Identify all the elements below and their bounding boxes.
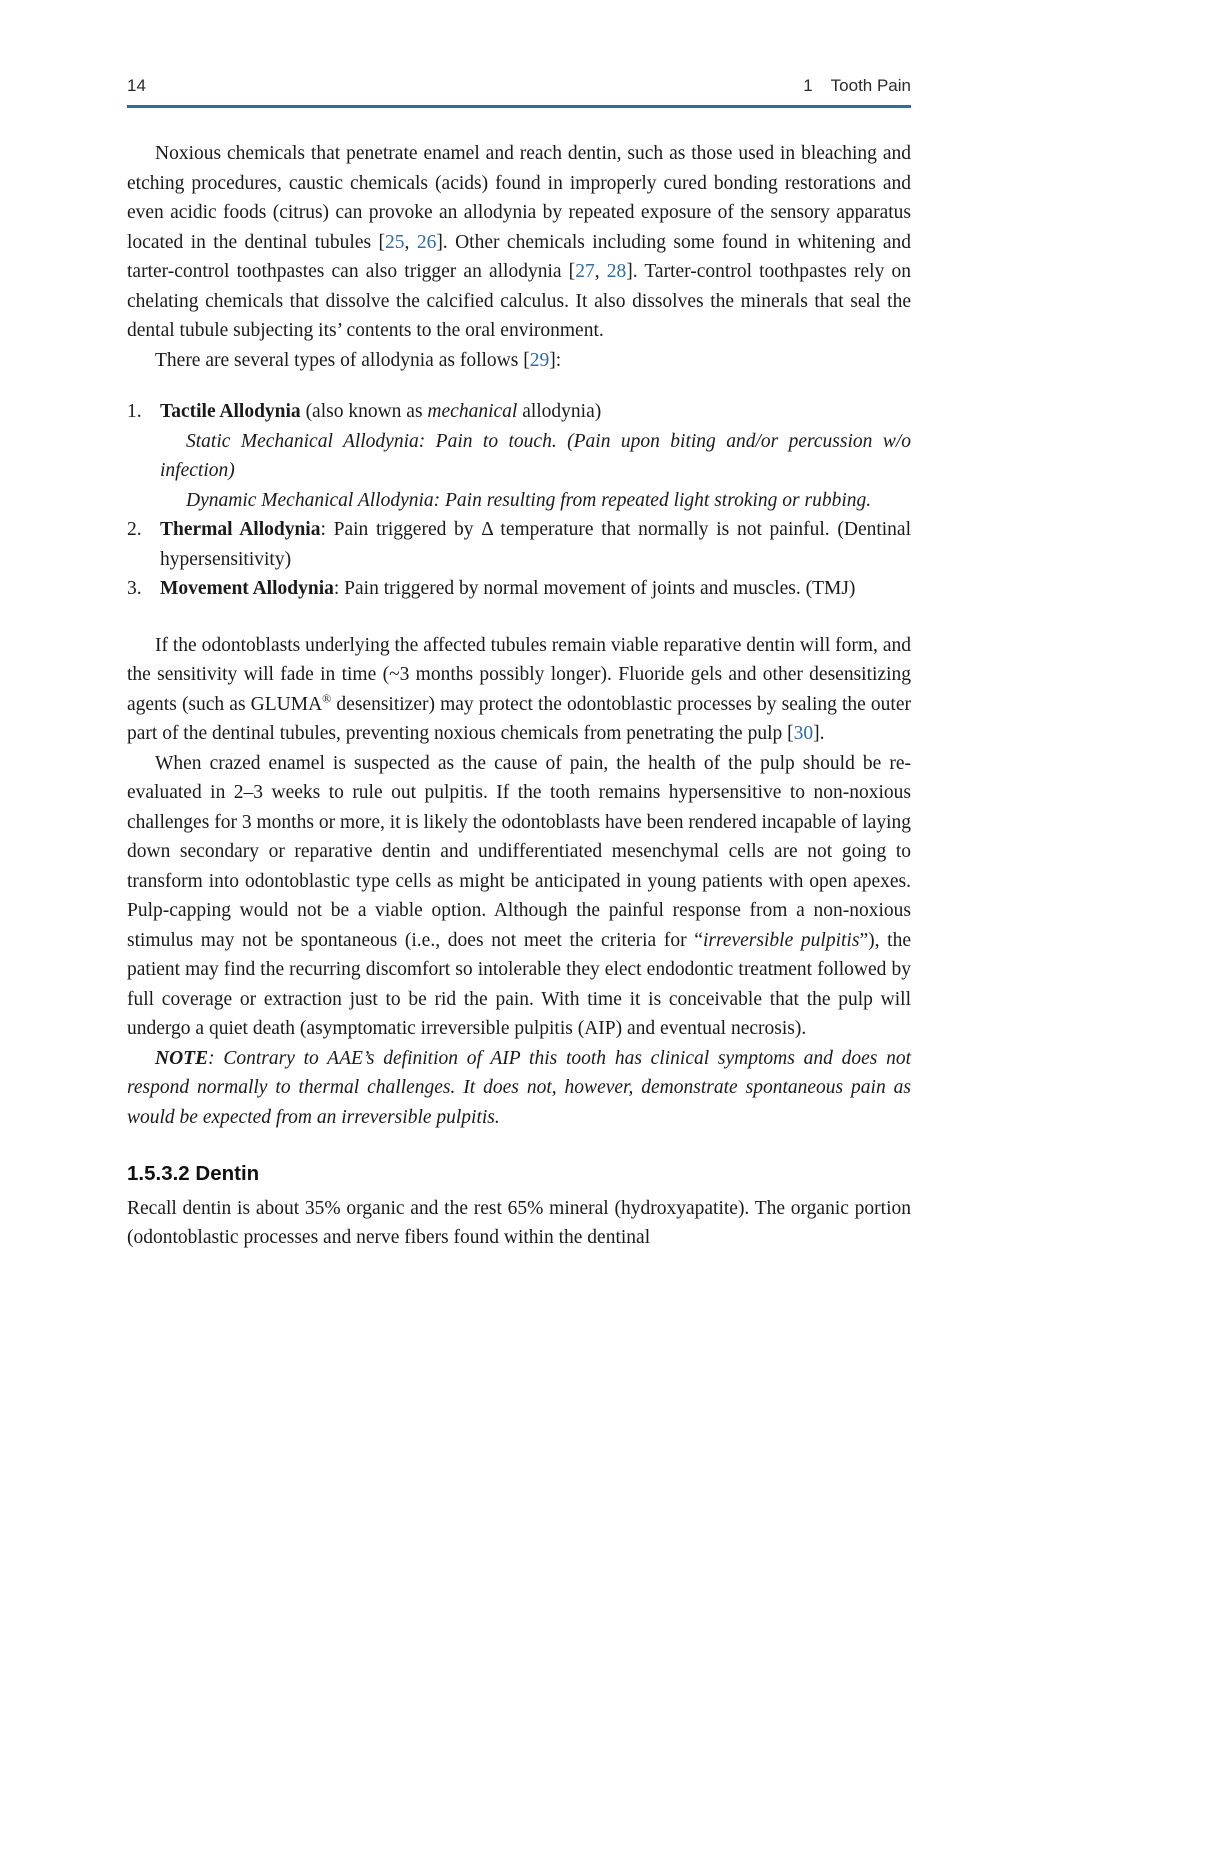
list-item-lead — [160, 574, 911, 604]
list-item-body — [160, 515, 911, 574]
term-thermal-allodynia: Thermal Allodynia — [160, 519, 321, 540]
term-movement-allodynia: Movement Allodynia — [160, 578, 334, 599]
note-label: NOTE — [155, 1047, 209, 1069]
list-item-body — [160, 574, 911, 604]
body-text: ]. Tarter-control toothpastes rely on chelating chemicals that dissolve the calcified calculus. It also dissolves the minerals that seal the dental tubule subjecting its’ contents to the oral environment. — [127, 261, 911, 341]
list-item-thermal-allodynia — [127, 515, 911, 574]
body-text: There are several types of allodynia as follows [ — [155, 349, 530, 371]
citation-link-25[interactable]: 25 — [385, 231, 405, 253]
body-text: When crazed enamel is suspected as the cause of pain, the health of the pulp should be re-evaluated in 2–3 weeks to rule out pulpitis. If the tooth remains hypersensitive to non-noxious challenges for 3 months or more, it is likely the odontoblasts have been rendered incapable of laying down secondary or reparative dentin and undifferentiated mesenchymal cells are not going to transform into odontoblastic type cells as might be anticipated in young patients with open apexes. Pulp-capping would not be a viable option. Although the painful response from a non-noxious stimulus may not be spontaneous (i.e., does not meet the criteria for “ — [127, 752, 911, 951]
body-text: ”), the patient may find the recurring discomfort so intolerable they elect endodontic treatment followed by full coverage or extraction just to be rid the pain. With time it is conceivable that the pulp will undergo a quiet death (asymptomatic irreversible pulpitis (AIP) and eventual necrosis). — [127, 929, 911, 1039]
header-rule — [127, 105, 911, 108]
term-mechanical: mechanical — [427, 401, 518, 422]
list-number: 2. — [127, 519, 142, 540]
running-header — [803, 76, 911, 96]
body-text: , — [404, 231, 417, 253]
registered-trademark-symbol: ® — [322, 691, 332, 705]
list-item-body — [160, 397, 911, 515]
chapter-number: 1 — [803, 76, 813, 95]
section-heading-dentin: 1.5.3.2 Dentin — [127, 1162, 260, 1185]
body-text: ]. Other chemicals including some found in whitening and tarter-control toothpastes can also trigger an allodynia [ — [127, 231, 911, 282]
citation-link-29[interactable]: 29 — [529, 349, 550, 371]
sub-paragraph-dynamic-mechanical: Dynamic Mechanical Allodynia: Pain resulting from repeated light stroking or rubbing. — [186, 489, 872, 511]
page-number: 14 — [127, 76, 146, 95]
paragraph-crazed-enamel — [127, 749, 911, 1044]
page-header — [127, 76, 911, 96]
citation-link-27[interactable]: 27 — [575, 261, 595, 282]
list-number: 3. — [127, 578, 142, 599]
paragraph-noxious-chemicals — [127, 139, 911, 346]
body-text: desensitizer) may protect the odontoblastic processes by sealing the outer part of the dentinal tubules, preventing noxious chemicals from penetrating the pulp [ — [127, 693, 912, 744]
paragraph-note — [127, 1044, 911, 1133]
body-text: Noxious chemicals that penetrate enamel and reach dentin, such as those used in bleaching and etching procedures, caustic chemicals (acids) found in improperly cured bonding restorations and even acidic foods (citrus) can provoke an allodynia by repeated exposure of the sensory apparatus located in the dentinal tubules [ — [127, 143, 911, 253]
sub-paragraph-static-mechanical: Static Mechanical Allodynia: Pain to touch. (Pain upon biting and/or percussion w/o infection) — [160, 430, 911, 481]
body-text: : Pain triggered by Δ temperature that normally is not painful. (Dentinal hypersensitivity) — [160, 519, 912, 570]
list-item-tactile-allodynia — [127, 397, 911, 515]
paragraph-reparative-dentin — [127, 631, 911, 749]
citation-link-26[interactable]: 26 — [416, 231, 437, 253]
paragraph-types-intro — [127, 346, 911, 376]
body-text: ]. — [813, 723, 825, 744]
page-content — [127, 76, 911, 1253]
body-text: If the odontoblasts underlying the affected tubules remain viable reparative dentin will form, and the sensitivity will fade in time (~3 months possibly longer). Fluoride gels and other desensitizing agents (such as GLUMA — [127, 634, 911, 715]
body-text: ]: — [549, 349, 562, 371]
paragraph-dentin-intro: Recall dentin is about 35% organic and the rest 65% mineral (hydroxyapatite). The organic portion (odontoblastic processes and nerve fibers found within the dentinal — [127, 1197, 911, 1248]
chapter-title: Tooth Pain — [830, 76, 911, 95]
list-item-lead — [160, 515, 911, 574]
body-text: (also known as — [300, 401, 428, 422]
body-text: : Pain triggered by normal movement of joints and muscles. (TMJ) — [333, 578, 856, 599]
note-text: : Contrary to AAE’s definition of AIP this tooth has clinical symptoms and does not respond normally to thermal challenges. It does not, however, demonstrate spontaneous pain as would be expected from an irreversible pulpitis. — [127, 1047, 911, 1128]
body-text: , — [594, 261, 607, 282]
body-text: allodynia) — [517, 401, 602, 422]
list-item-lead — [160, 397, 911, 427]
body-text-block — [127, 139, 911, 1253]
citation-link-28[interactable]: 28 — [606, 261, 627, 282]
term-irreversible-pulpitis: irreversible pulpitis — [702, 929, 860, 951]
allodynia-type-list — [127, 397, 911, 604]
term-tactile-allodynia: Tactile Allodynia — [160, 401, 301, 422]
list-number: 1. — [127, 401, 142, 422]
list-item-movement-allodynia — [127, 574, 911, 604]
citation-link-30[interactable]: 30 — [793, 723, 814, 744]
